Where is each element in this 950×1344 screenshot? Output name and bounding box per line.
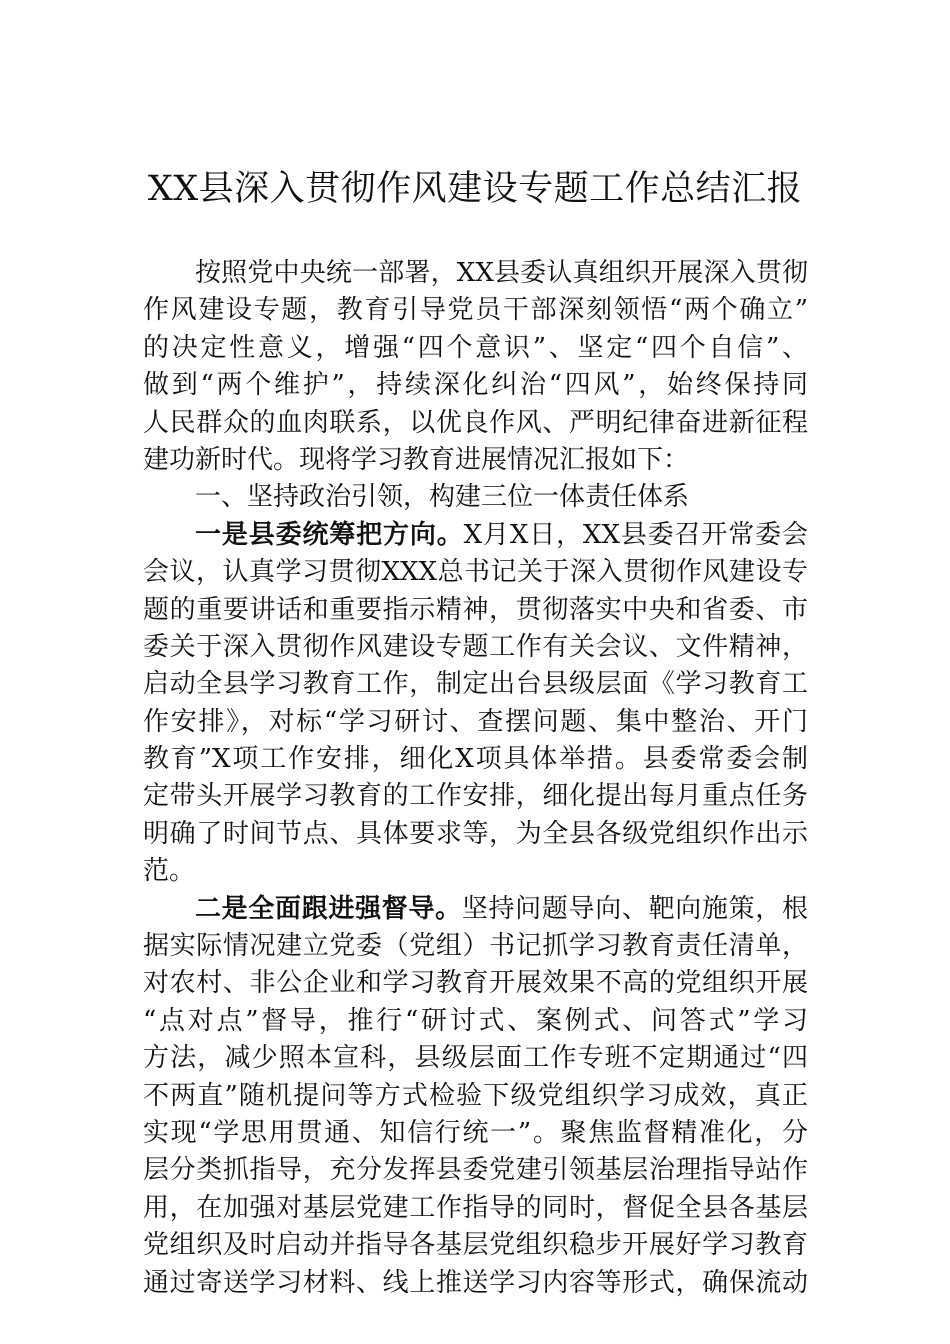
- paragraph-1-line-1: [143, 517, 808, 554]
- paragraph-2-line-5: 方法，减少照本宣科，县级层面工作专班不定期通过“四: [143, 1043, 808, 1074]
- document-title: XX县深入贯彻作风建设专题工作总结汇报: [147, 169, 803, 209]
- paragraph-2-line-3: 对农村、非公企业和学习教育开展效果不高的党组织开展: [143, 968, 808, 999]
- paragraph-1-line-7: 教育”X项工作安排，细化X项具体举措。县委常委会制: [143, 744, 808, 775]
- paragraph-2-line-9: 用，在加强对基层党建工作指导的同时，督促全县各基层: [143, 1192, 808, 1223]
- paragraph-1-line-10: 范。: [143, 856, 196, 887]
- paragraph-2-line-1: [143, 891, 808, 928]
- paragraph-intro-line-5: 人民群众的血肉联系，以优良作风、严明纪律奋进新征程: [143, 407, 808, 438]
- paragraph-1-line-9: 明确了时间节点、具体要求等，为全县各级党组织作出示: [143, 818, 808, 849]
- paragraph-2-line-10: 党组织及时启动并指导各基层党组织稳步开展好学习教育: [143, 1230, 808, 1261]
- paragraph-2-lead: 二是全面跟进强督导。: [195, 893, 462, 924]
- paragraph-intro-line-6: 建功新时代。现将学习教育进展情况汇报如下：: [143, 444, 690, 475]
- paragraph-1-line-1-text: X月X日，XX县委召开常委会: [463, 519, 808, 550]
- paragraph-2-line-11: 通过寄送学习材料、线上推送学习内容等形式，确保流动: [143, 1267, 808, 1298]
- section-heading-1: 一、坚持政治引领，构建三位一体责任体系: [195, 482, 690, 513]
- paragraph-2-line-4: “点对点”督导，推行“研讨式、案例式、问答式”学习: [143, 1005, 808, 1036]
- paragraph-2-line-6: 不两直”随机提问等方式检验下级党组织学习成效，真正: [143, 1080, 808, 1111]
- paragraph-1-line-5: 启动全县学习教育工作，制定出台县级层面《学习教育工: [143, 669, 808, 700]
- paragraph-intro-line-2: 作风建设专题，教育引导党员干部深刻领悟“两个确立”: [143, 295, 808, 326]
- paragraph-1-line-3: 题的重要讲话和重要指示精神，贯彻落实中央和省委、市: [143, 594, 808, 625]
- paragraph-1-line-2: 会议，认真学习贯彻XXX总书记关于深入贯彻作风建设专: [143, 557, 808, 588]
- paragraph-1-line-8: 定带头开展学习教育的工作安排，细化提出每月重点任务: [143, 781, 808, 812]
- paragraph-2-line-1-text: 坚持问题导向、靶向施策，根: [461, 893, 808, 924]
- paragraph-intro-line-3: 的决定性意义，增强“四个意识”、坚定“四个自信”、: [143, 332, 808, 363]
- paragraph-1-line-4: 委关于深入贯彻作风建设专题工作有关会议、文件精神，: [143, 631, 808, 662]
- paragraph-2-line-2: 据实际情况建立党委（党组）书记抓学习教育责任清单，: [143, 931, 808, 962]
- paragraph-intro-line-4: 做到“两个维护”，持续深化纠治“四风”，始终保持同: [143, 370, 808, 401]
- paragraph-1-lead: 一是县委统筹把方向。: [195, 519, 464, 550]
- paragraph-intro-line-1: 按照党中央统一部署，XX县委认真组织开展深入贯彻: [195, 258, 808, 288]
- paragraph-2-line-8: 层分类抓指导，充分发挥县委党建引领基层治理指导站作: [143, 1155, 808, 1186]
- paragraph-1-line-6: 作安排》，对标“学习研讨、查摆问题、集中整治、开门: [143, 706, 808, 737]
- paragraph-2-line-7: 实现“学思用贯通、知信行统一”。聚焦监督精准化，分: [143, 1117, 808, 1148]
- document-body: [143, 255, 808, 1302]
